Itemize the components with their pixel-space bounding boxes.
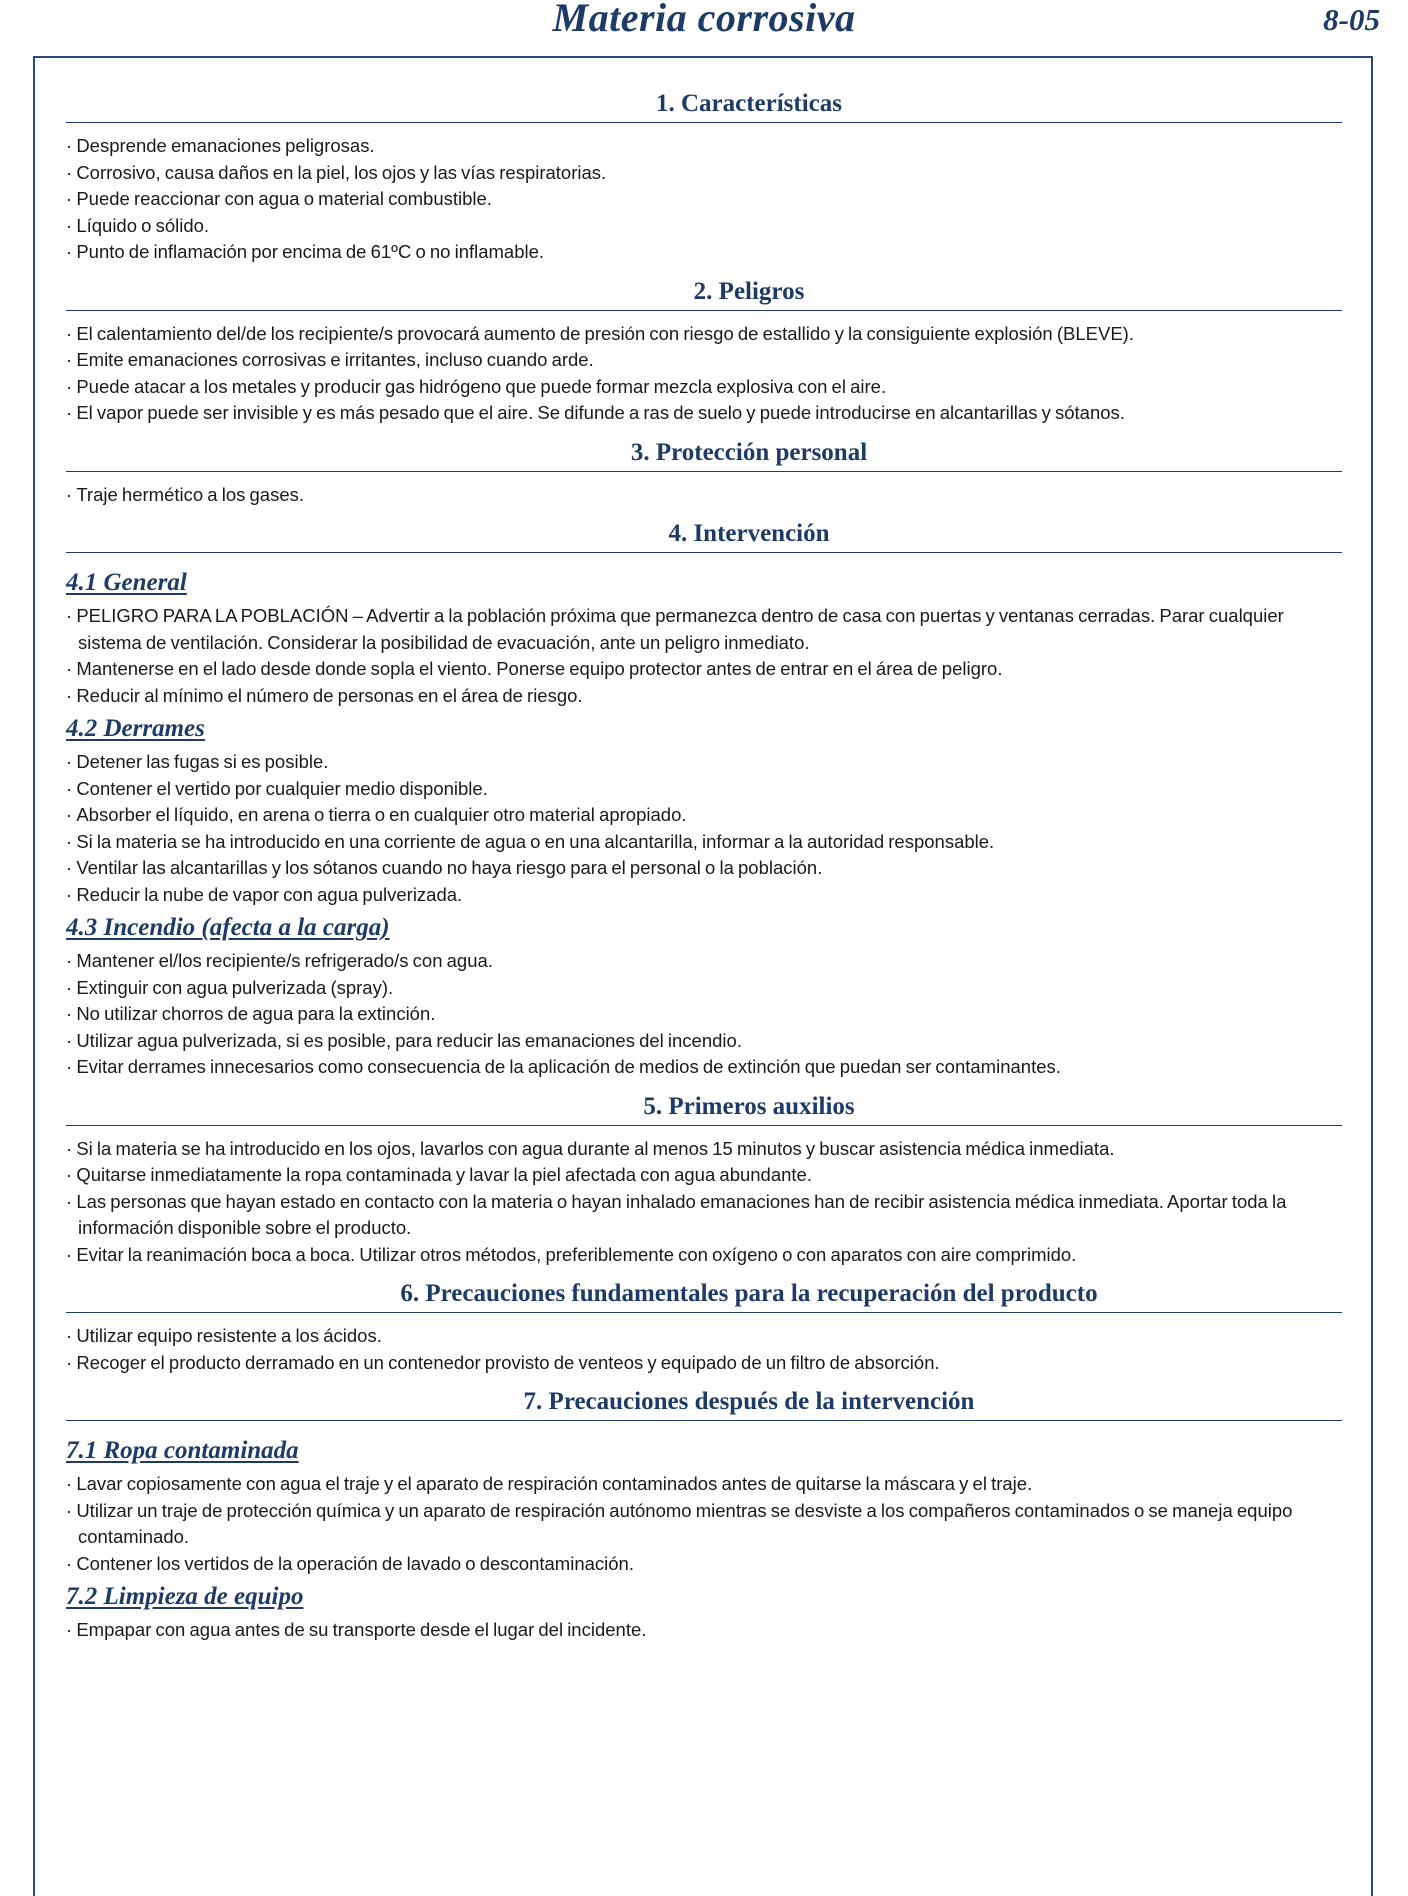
section-gap [66,1268,1342,1276]
list-item: · Si la materia se ha introducido en los ojos, lavarlos con agua durante al menos 15 minutos y buscar asistencia médica inmediata. [66,1136,1342,1163]
section-gap [66,1081,1342,1089]
subsection-title: 4.3 Incendio (afecta a la carga) [66,914,390,941]
subsection-title: 7.2 Limpieza de equipo [66,1583,304,1610]
bullet-list [66,1471,1342,1577]
list-item: · Desprende emanaciones peligrosas. [66,133,1342,160]
section-title: 3. Protección personal [630,438,868,466]
list-item: · Utilizar agua pulverizada, si es posible, para reducir las emanaciones del incendio. [66,1028,1342,1055]
section [66,274,1342,435]
section-gap [66,266,1342,274]
list-item: · Detener las fugas si es posible. [66,749,1342,776]
list-item: · Traje hermético a los gases. [66,482,1342,509]
section-rule [66,1420,1342,1421]
list-item: · Si la materia se ha introducido en una corriente de agua o en una alcantarilla, informar a la autoridad responsable. [66,829,1342,856]
section-title: 5. Primeros auxilios [643,1092,855,1120]
bullet-list [66,133,1342,266]
section-rule [66,1312,1342,1313]
section [66,1276,1342,1384]
list-item: · Ventilar las alcantarillas y los sótanos cuando no haya riesgo para el personal o la población. [66,855,1342,882]
list-item: · Lavar copiosamente con agua el traje y el aparato de respiración contaminados antes de quitarse la máscara y el traje. [66,1471,1342,1498]
list-item: · Recoger el producto derramado en un contenedor provisto de venteos y equipado de un filtro de absorción. [66,1350,1342,1377]
section-rule [66,310,1342,311]
list-item: · Punto de inflamación por encima de 61ºC o no inflamable. [66,239,1342,266]
section-gap [66,427,1342,435]
list-item: · Emite emanaciones corrosivas e irritantes, incluso cuando arde. [66,347,1342,374]
list-item: · Extinguir con agua pulverizada (spray). [66,975,1342,1002]
subsection-title: 4.1 General [66,569,187,596]
subsection-title: 4.2 Derrames [66,715,205,742]
list-item: · Empapar con agua antes de su transporte desde el lugar del incidente. [66,1617,1342,1644]
bullet-list [66,749,1342,908]
list-item: · Absorber el líquido, en arena o tierra o en cualquier otro material apropiado. [66,802,1342,829]
list-item: · El calentamiento del/de los recipiente/s provocará aumento de presión con riesgo de estallido y la consiguiente explosión (BLEVE). [66,321,1342,348]
page-title: Materia corrosiva [552,0,856,40]
page-code: 8-05 [1323,2,1380,37]
section-title: 7. Precauciones después de la intervención [523,1388,975,1415]
list-item: · Contener el vertido por cualquier medio disponible. [66,776,1342,803]
list-item: · PELIGRO PARA LA POBLACIÓN – Advertir a la población próxima que permanezca dentro de casa con puertas y ventanas cerradas. Parar cualquier sistema de ventilación. Considerar la posibilidad de evacuación, ante un peligro inmediato. [66,603,1342,656]
list-item: · Contener los vertidos de la operación de lavado o descontaminación. [66,1551,1342,1578]
list-item: · Reducir al mínimo el número de personas en el área de riesgo. [66,683,1342,710]
section-gap [66,1644,1342,1652]
section [66,516,1342,1089]
list-item: · Mantener el/los recipiente/s refrigerado/s con agua. [66,948,1342,975]
document-body [66,86,1342,1652]
list-item: · Utilizar un traje de protección química y un aparato de respiración autónomo mientras se desviste a los compañeros contaminados o se maneja equipo contaminado. [66,1498,1342,1551]
list-item: · Evitar la reanimación boca a boca. Utilizar otros métodos, preferiblemente con oxígeno o con aparatos con aire comprimido. [66,1242,1342,1269]
bullet-list [66,321,1342,427]
bullet-list [66,948,1342,1081]
list-item: · Las personas que hayan estado en contacto con la materia o hayan inhalado emanaciones han de recibir asistencia médica inmediata. Aportar toda la información disponible sobre el producto. [66,1189,1342,1242]
section [66,86,1342,274]
list-item: · Puede atacar a los metales y producir gas hidrógeno que puede formar mezcla explosiva con el aire. [66,374,1342,401]
list-item: · Líquido o sólido. [66,213,1342,240]
section [66,1384,1342,1652]
list-item: · Corrosivo, causa daños en la piel, los ojos y las vías respiratorias. [66,160,1342,187]
list-item: · Evitar derrames innecesarios como consecuencia de la aplicación de medios de extinción que puedan ser contaminantes. [66,1054,1342,1081]
list-item: · Utilizar equipo resistente a los ácidos. [66,1323,1342,1350]
bullet-list [66,1323,1342,1376]
section-gap [66,1376,1342,1384]
list-item: · Reducir la nube de vapor con agua pulverizada. [66,882,1342,909]
section-gap [66,508,1342,516]
section-title: 4. Intervención [668,520,830,547]
list-item: · Quitarse inmediatamente la ropa contaminada y lavar la piel afectada con agua abundante. [66,1162,1342,1189]
section-rule [66,471,1342,472]
bullet-list [66,603,1342,709]
bullet-list [66,1617,1342,1644]
section [66,435,1342,517]
section-rule [66,122,1342,123]
list-item: · El vapor puede ser invisible y es más pesado que el aire. Se difunde a ras de suelo y puede introducirse en alcantarillas y sótanos. [66,400,1342,427]
list-item: · No utilizar chorros de agua para la extinción. [66,1001,1342,1028]
section-rule [66,1125,1342,1126]
bullet-list [66,482,1342,509]
section-title: 2. Peligros [693,277,805,305]
section-title: 6. Precauciones fundamentales para la recuperación del producto [400,1280,1098,1307]
bullet-list [66,1136,1342,1269]
subsection-title: 7.1 Ropa contaminada [66,1437,299,1464]
section [66,1089,1342,1277]
section-title: 1. Características [655,90,843,117]
list-item: · Puede reaccionar con agua o material combustible. [66,186,1342,213]
section-rule [66,552,1342,553]
list-item: · Mantenerse en el lado desde donde sopla el viento. Ponerse equipo protector antes de entrar en el área de peligro. [66,656,1342,683]
